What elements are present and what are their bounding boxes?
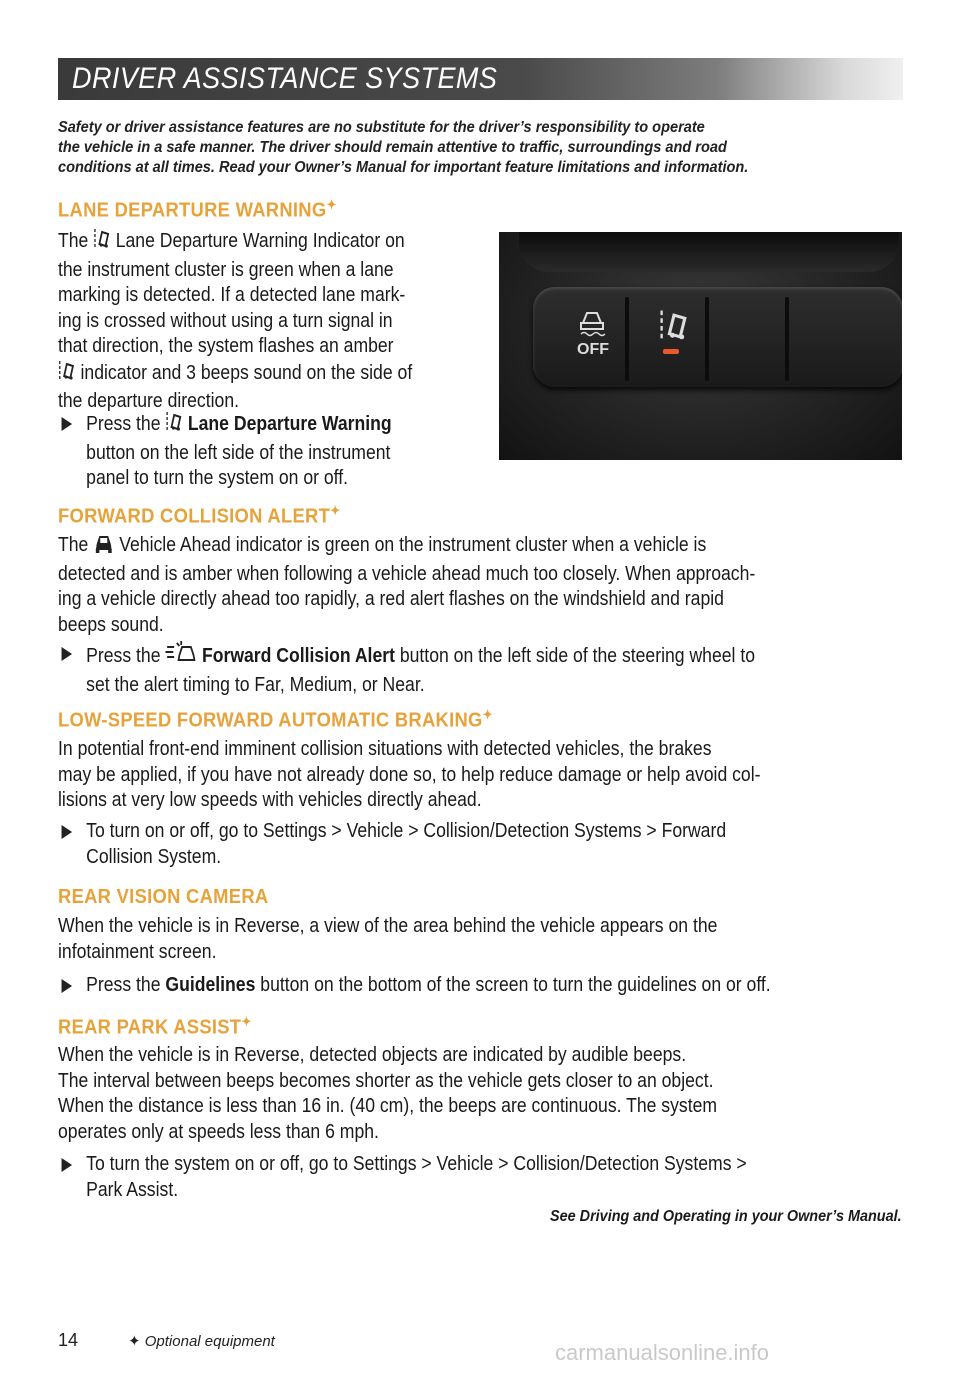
bullet-arrow-icon bbox=[62, 825, 73, 839]
manual-reference: See Driving and Operating in your Owner’s Manual. bbox=[550, 1208, 902, 1225]
safety-disclaimer bbox=[58, 118, 904, 178]
section-banner bbox=[58, 58, 903, 100]
rear-camera-description: When the vehicle is in Reverse, a view of the area behind the vehicle appears on the infotainment screen. bbox=[58, 915, 718, 963]
lane-departure-icon bbox=[165, 411, 183, 441]
heading-forward-collision: FORWARD COLLISION ALERT✦ bbox=[58, 503, 341, 528]
disclaimer-line: Safety or driver assistance features are no substitute for the driver’s responsibility to operate bbox=[58, 119, 705, 136]
rear-camera-instruction: Press the Guidelines button on the bottom of the screen to turn the guidelines on or off. bbox=[58, 973, 903, 999]
heading-text: LANE DEPARTURE WARNING bbox=[58, 199, 327, 222]
traction-control-icon bbox=[575, 309, 609, 339]
heading-rear-camera: REAR VISION CAMERA bbox=[58, 886, 269, 908]
optional-mark-icon: ✦ bbox=[128, 1333, 141, 1350]
lane-departure-icon bbox=[58, 360, 76, 390]
button-panel bbox=[533, 287, 902, 387]
disclaimer-line: conditions at all times. Read your Owner’s Manual for important feature limitations and information. bbox=[58, 159, 749, 176]
lane-departure-icon bbox=[93, 228, 111, 258]
optional-equipment-note: ✦ Optional equipment bbox=[128, 1333, 275, 1350]
forward-collision-instruction: Press the Forward Collision Alert button on the left side of the steering wheel to set the alert timing to Far, Medium, or Near. bbox=[58, 641, 903, 698]
rear-park-instruction: To turn the system on or off, go to Settings > Vehicle > Collision/Detection Systems > Park Assist. bbox=[58, 1152, 903, 1203]
watermark: carmanualsonline.info bbox=[555, 1340, 770, 1365]
forward-collision-description: The Vehicle Ahead indicator is green on the instrument cluster when a vehicle is detected and is amber when following a vehicle ahead much too closely. When approach- ing a vehicle directly ahead too rapidly, a red alert flashes on the windshield and rapid beeps sound. bbox=[58, 534, 756, 636]
rear-park-description: When the vehicle is in Reverse, detected objects are indicated by audible beeps. The interval between beeps becomes shorter as the vehicle gets closer to an object. When the distance is less than 16 in. (40 cm), the beeps are continuous. The system operates only at speeds less than 6 mph. bbox=[58, 1044, 718, 1143]
disclaimer-line: the vehicle in a safe manner. The driver should remain attentive to traffic, surroundings and road bbox=[58, 139, 727, 156]
bullet-arrow-icon bbox=[62, 979, 73, 993]
heading-lane-departure bbox=[58, 197, 337, 223]
page-title: DRIVER ASSISTANCE SYSTEMS bbox=[72, 62, 498, 95]
bullet-arrow-icon bbox=[62, 647, 73, 661]
bezel bbox=[519, 232, 899, 272]
low-speed-description: In potential front-end imminent collision situations with detected vehicles, the brakes may be applied, if you have not already done so, to help reduce damage or help avoid col- lisions at very low speeds with vehicles directly ahead. bbox=[58, 738, 761, 811]
heading-rear-park-assist: REAR PARK ASSIST✦ bbox=[58, 1014, 252, 1039]
bullet-arrow-icon bbox=[62, 417, 73, 431]
optional-mark-icon: ✦ bbox=[330, 503, 341, 518]
optional-mark-icon: ✦ bbox=[326, 197, 337, 212]
bullet-arrow-icon bbox=[62, 1158, 73, 1172]
lane-departure-instruction: Press the Lane Departure Warning button on the left side of the instrument panel to turn the system on or off. bbox=[58, 411, 480, 492]
lane-departure-description: The Lane Departure Warning Indicator on the instrument cluster is green when a lane marking is detected. If a detected lane mark- ing is crossed without using a turn signal in that direction, the system flashes an amber indicator and 3 beeps sound on the side of the departure direction. bbox=[58, 230, 413, 412]
optional-mark-icon: ✦ bbox=[482, 707, 493, 722]
page-number: 14 bbox=[58, 1330, 79, 1350]
optional-mark-icon: ✦ bbox=[241, 1014, 252, 1029]
lane-departure-button-icon bbox=[657, 309, 691, 343]
instrument-panel-photo bbox=[499, 232, 902, 460]
indicator-light bbox=[663, 349, 679, 354]
low-speed-instruction: To turn on or off, go to Settings > Vehicle > Collision/Detection Systems > Forward Collision System. bbox=[58, 819, 903, 870]
heading-low-speed-braking: LOW-SPEED FORWARD AUTOMATIC BRAKING✦ bbox=[58, 707, 493, 732]
vehicle-ahead-icon bbox=[93, 534, 114, 562]
off-label: OFF bbox=[577, 341, 609, 358]
forward-collision-alert-icon bbox=[165, 641, 197, 673]
